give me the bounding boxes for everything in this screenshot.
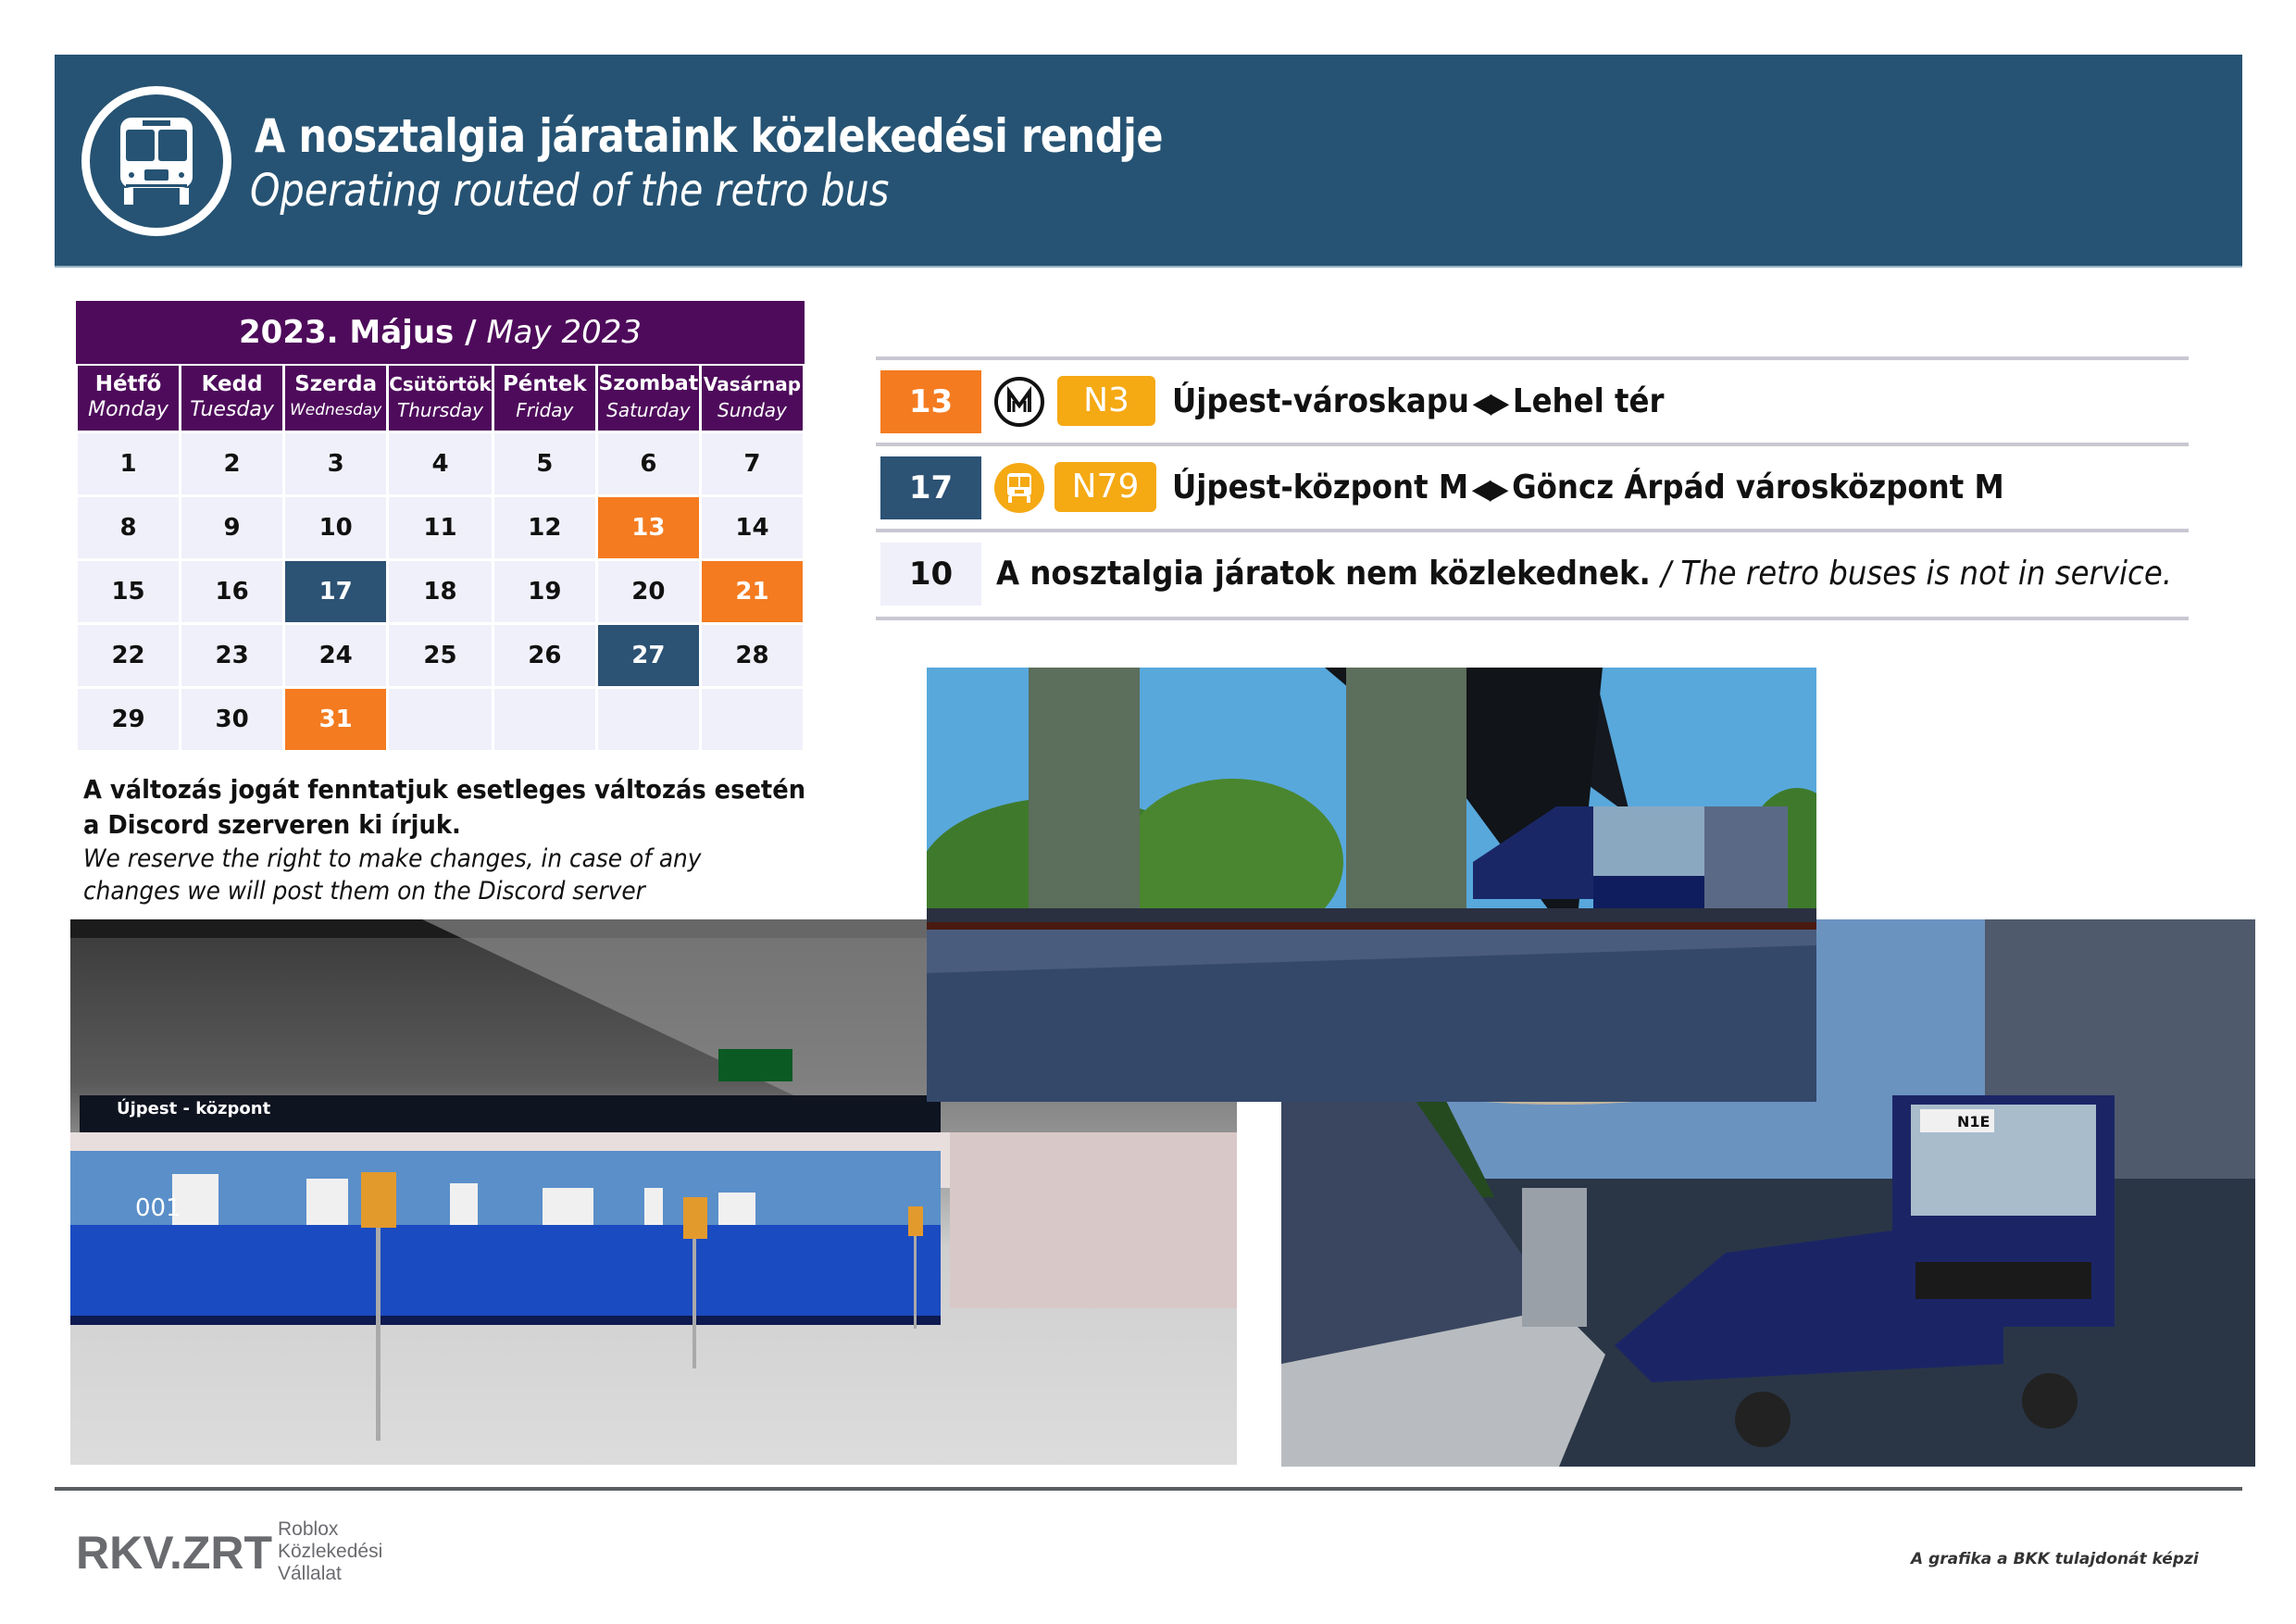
weekday-header [702, 366, 803, 431]
company-name-line: Vállalat [278, 1563, 342, 1584]
highway-scene [927, 668, 1816, 1102]
calendar-day: 22 [78, 625, 179, 686]
calendar-day: 24 [285, 625, 386, 686]
weekday-hu: Szerda [294, 372, 378, 396]
date-badge-light: 10 [880, 543, 981, 606]
route-row-13 [876, 360, 2189, 443]
metro-icon [994, 377, 1044, 427]
calendar [76, 301, 805, 750]
calendar-day: 21 [702, 561, 803, 622]
copyright-credit: A grafika a BKK tulajdonát képzi [1911, 1550, 2199, 1568]
weekday-en: Thursday [397, 399, 483, 421]
weekday-hu: Kedd [201, 372, 263, 396]
notice-hu-line1: A változás jogát fenntatjuk esetleges változás esetén [83, 774, 806, 805]
weekday-en: Tuesday [190, 398, 274, 421]
calendar-empty-cell [702, 689, 803, 750]
notice-en-line2: changes we will post them on the Discord server [83, 877, 645, 906]
bus-destination-text: N1E [1957, 1113, 1990, 1131]
train-number-text: 001 [135, 1194, 181, 1222]
bus-front-glyph [1007, 473, 1031, 503]
weekday-en: Friday [516, 399, 574, 421]
calendar-day: 5 [494, 433, 595, 494]
company-logo: RKV.ZRT [76, 1527, 273, 1579]
calendar-day: 2 [181, 433, 282, 494]
notice-en-line1: We reserve the right to make changes, in case of any [83, 844, 702, 873]
route-from: Újpest-városkapu [1172, 382, 1469, 420]
route-to: Göncz Árpád városközpont M [1512, 468, 2004, 506]
date-badge-blue: 17 [880, 456, 981, 519]
calendar-title-hu: 2023. Május / [239, 314, 477, 351]
bus-front-glyph [120, 118, 193, 206]
calendar-day: 27 [598, 625, 699, 686]
metro-m-glyph [1001, 383, 1038, 420]
no-service-hu: A nosztalgia járatok nem közlekednek. [996, 555, 1651, 593]
no-service-en: / The retro buses is not in service. [1661, 555, 2173, 593]
date-badge-orange: 13 [880, 370, 981, 433]
highway-bus-photo [927, 668, 1816, 1102]
calendar-day: 11 [389, 497, 492, 558]
calendar-empty-cell [494, 689, 595, 750]
calendar-day: 16 [181, 561, 282, 622]
calendar-day: 31 [285, 689, 386, 750]
calendar-title [76, 301, 805, 364]
weekday-hu: Hétfő [94, 372, 162, 396]
calendar-empty-cell [598, 689, 699, 750]
notice-hu-line2: a Discord szerveren ki írjuk. [83, 809, 461, 840]
route-from: Újpest-központ M [1172, 468, 1469, 506]
calendar-day: 10 [285, 497, 386, 558]
weekday-en: Saturday [606, 399, 691, 421]
calendar-day: 6 [598, 433, 699, 494]
line-badge-n3: N3 [1057, 376, 1155, 426]
route-row-17 [876, 446, 2189, 529]
weekday-header [389, 366, 492, 431]
weekday-en: Monday [88, 398, 168, 421]
calendar-day: 4 [389, 433, 492, 494]
bus-icon [994, 463, 1044, 513]
route-list [876, 356, 2189, 620]
calendar-day: 13 [598, 497, 699, 558]
weekday-hu: Péntek [502, 372, 587, 396]
company-name-line: Közlekedési [278, 1541, 383, 1562]
route-description [1172, 377, 1664, 429]
weekday-header [598, 366, 699, 431]
footer-divider [55, 1487, 2242, 1491]
calendar-title-en: May 2023 [486, 314, 642, 351]
weekday-hu: Szombat [598, 372, 699, 395]
calendar-day: 29 [78, 689, 179, 750]
calendar-day: 20 [598, 561, 699, 622]
calendar-day: 17 [285, 561, 386, 622]
weekday-header [181, 366, 282, 431]
bus-icon [81, 86, 231, 236]
bidirectional-arrows-icon: ◀▶ [1472, 387, 1508, 419]
bidirectional-arrows-icon: ◀▶ [1471, 473, 1507, 506]
weekday-header [285, 366, 386, 431]
station-sign-text: Újpest - központ [117, 1099, 271, 1118]
no-service-text [996, 549, 2172, 599]
weekday-hu: Csütörtök [389, 373, 492, 395]
calendar-day: 28 [702, 625, 803, 686]
calendar-day: 26 [494, 625, 595, 686]
weekday-header [494, 366, 595, 431]
calendar-day: 3 [285, 433, 386, 494]
calendar-day: 1 [78, 433, 179, 494]
page-title: A nosztalgia járataink közlekedési rendje [255, 109, 1164, 163]
weekday-header [78, 366, 179, 431]
company-name [278, 1518, 382, 1585]
calendar-day: 19 [494, 561, 595, 622]
calendar-day: 14 [702, 497, 803, 558]
line-badge-n79: N79 [1054, 462, 1156, 512]
change-notice [83, 772, 852, 907]
route-row-10 [876, 532, 2189, 617]
calendar-day: 9 [181, 497, 282, 558]
calendar-empty-cell [389, 689, 492, 750]
weekday-en: Wednesday [289, 401, 382, 419]
calendar-day: 25 [389, 625, 492, 686]
calendar-day: 7 [702, 433, 803, 494]
calendar-day: 15 [78, 561, 179, 622]
calendar-grid [76, 366, 805, 750]
calendar-day: 23 [181, 625, 282, 686]
route-to: Lehel tér [1512, 382, 1665, 420]
company-name-line: Roblox [278, 1518, 339, 1540]
route-description [1172, 463, 2004, 515]
calendar-day: 18 [389, 561, 492, 622]
weekday-en: Sunday [718, 399, 787, 421]
calendar-day: 12 [494, 497, 595, 558]
page-subtitle: Operating routed of the retro bus [250, 165, 890, 217]
calendar-day: 8 [78, 497, 179, 558]
calendar-day: 30 [181, 689, 282, 750]
weekday-hu: Vasárnap [703, 373, 802, 395]
route-divider [876, 617, 2189, 620]
